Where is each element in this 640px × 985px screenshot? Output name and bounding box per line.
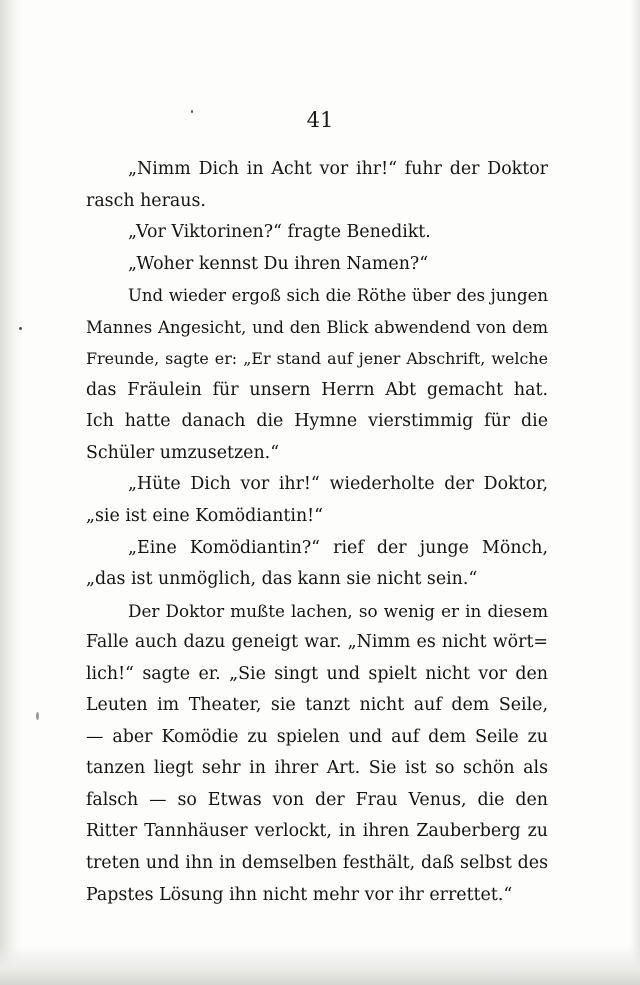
text-line: Falle auch dazu geneigt war. „Nimm es nicht wört=: [86, 632, 548, 653]
page-edge-shadow-bottom: [0, 945, 640, 985]
text-line: „Eine Komödiantin?“ rief der junge Mönch,: [128, 537, 548, 558]
text-line: Schüler umzusetzen.“: [86, 442, 280, 463]
page-edge-shadow-right: [630, 0, 640, 985]
text-line: — aber Komödie zu spielen und auf dem Seile zu: [86, 726, 548, 747]
text-line: treten und ihn in demselben festhält, daß selbst des: [86, 853, 548, 874]
page-edge-shadow-left: [0, 0, 22, 985]
text-line: Und wieder ergoß sich die Röthe über des jungen: [128, 286, 548, 306]
text-line: „Vor Viktorinen?“ fragte Benedikt.: [128, 222, 431, 243]
text-line: Leuten im Theater, sie tanzt nicht auf dem Seile,: [86, 695, 548, 716]
body-text: [86, 154, 548, 911]
text-line: „sie ist eine Komödiantin!“: [86, 506, 324, 527]
text-line: „Nimm Dich in Acht vor ihr!“ fuhr der Doktor: [128, 159, 548, 179]
text-line: „Hüte Dich vor ihr!“ wiederholte der Doktor,: [128, 474, 548, 495]
text-line: Freunde, sagte er: „Er stand auf jener Abschrift, welche: [86, 349, 548, 369]
text-line: „das ist unmöglich, das kann sie nicht sein.“: [86, 569, 478, 590]
text-line: Mannes Angesicht, und den Blick abwendend von dem: [86, 317, 548, 337]
text-line: rasch heraus.: [86, 190, 206, 211]
text-line: falsch — so Etwas von der Frau Venus, die den: [86, 789, 548, 810]
text-line: Ich hatte danach die Hymne vierstimmig für die: [86, 411, 548, 432]
text-line: Ritter Tannhäuser verlockt, in ihren Zauberberg zu: [86, 821, 548, 842]
text-line: Papstes Lösung ihn nicht mehr vor ihr errettet.“: [86, 884, 513, 905]
paper-speck: [36, 712, 39, 720]
text-line: Der Doktor mußte lachen, so wenig er in diesem: [128, 600, 548, 621]
text-line: tanzen liegt sehr in ihrer Art. Sie ist so schön als: [86, 758, 548, 779]
text-line: das Fräulein für unsern Herrn Abt gemacht hat.: [86, 379, 548, 400]
paper-speck: [19, 327, 22, 330]
text-line: „Woher kennst Du ihren Namen?“: [128, 253, 429, 274]
page-number: 41: [306, 108, 334, 132]
text-line: lich!“ sagte er. „Sie singt und spielt nicht vor den: [86, 663, 548, 684]
